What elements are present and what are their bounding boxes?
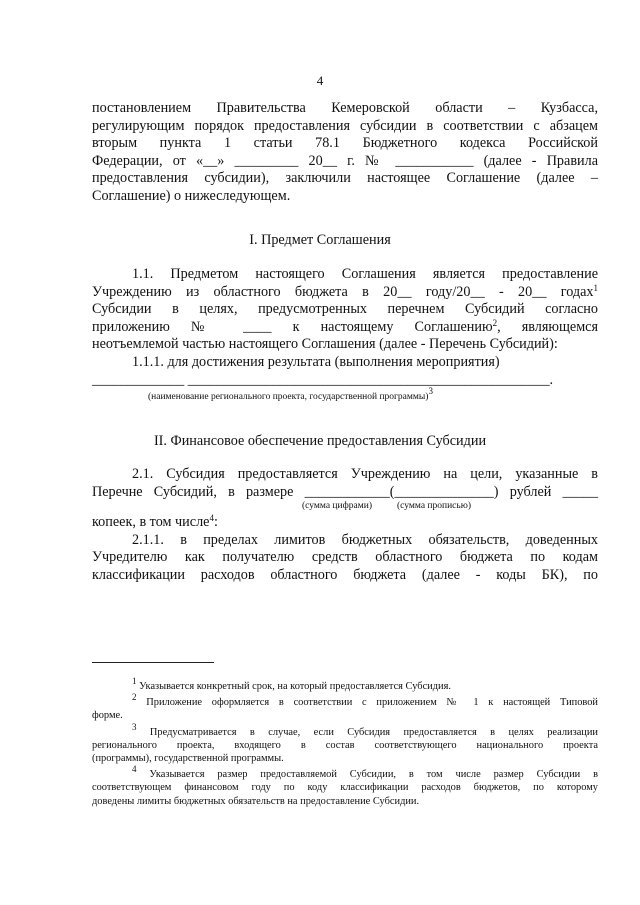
footnote-3-line: (программы), государственной программы. [92, 753, 284, 765]
intro-line: постановлением Правительства Кемеровской области – Кузбасса, [92, 100, 598, 116]
footnote-4-line: соответствующем финансовом году по коду классификации расходов бюджетов, по которому [92, 782, 598, 794]
s1-line: неотъемлемой частью настоящего Соглашения (далее - Перечень Субсидий): [92, 336, 558, 353]
footnote-4-line: доведены лимиты бюджетных обязательств на предоставление Субсидии. [92, 795, 420, 807]
project-caption: (наименование регионального проекта, государственной программы)$^3$ [148, 386, 433, 402]
s2-line: 2.1. Субсидия предоставляется Учреждению на цели, указанные в [132, 466, 598, 482]
s2-line: Перечне Субсидий, в размере ____________(______________) рублей _____ [92, 483, 598, 500]
intro-line: Федерации, от «__» _________ 20__ г. № ___________ (далее - Правила [92, 152, 598, 169]
intro-line: регулирующим порядок предоставления субсидии в соответствии с абзацем [92, 117, 598, 134]
footnotes [92, 676, 598, 808]
caption-digits: (сумма цифрами) [302, 501, 372, 511]
s1-line: Учреждению из областного бюджета в 20__ году/20__ - 20__ годах$^1$ [92, 282, 598, 300]
footnote-ref: 1 [593, 282, 598, 293]
s2-line: копеек, в том числе$^4$: [92, 513, 218, 530]
s1-line: приложению № ____ к настоящему Соглашению$^2$, являющемся [92, 317, 598, 335]
intro-line: предоставления субсидии), заключили настоящее Соглашение (далее – [92, 170, 598, 187]
s1-line: Субсидии в целях, предусмотренных перечнем Субсидий согласно [92, 301, 598, 318]
section-2-paragraph [92, 466, 598, 501]
section-1-title: I. Предмет Соглашения [249, 232, 391, 248]
s1-subitem: 1.1.1. для достижения результата (выполнения мероприятия) [132, 353, 500, 370]
s2-line: классификации расходов областного бюджета (далее - коды БК), по [92, 566, 598, 583]
intro-line: вторым пункта 1 статьи 78.1 Бюджетного кодекса Российской [92, 135, 598, 152]
footnote-ref: 4 [209, 513, 214, 523]
section-2-continued [92, 514, 598, 584]
s2-line: 2.1.1. в пределах лимитов бюджетных обязательств, доведенных [132, 531, 598, 548]
s2-line: Учредителю как получателю средств областного бюджета по кодам [92, 549, 598, 566]
footnote-3-line: регионального проекта, входящего в состав соответствующего национального проекта [92, 739, 598, 751]
s1-line: 1.1. Предметом настоящего Соглашения является предоставление [132, 266, 598, 282]
footnote-2-line: форме. [92, 710, 123, 722]
footnote-ref: 2 [492, 317, 498, 328]
footnote-4: $^4$ Указывается размер предоставляемой Субсидии, в том числе размер Субсидии в [132, 764, 598, 781]
section-1-paragraph [92, 266, 598, 389]
intro-paragraph [92, 100, 598, 206]
s1-blank-line: _____________ ___________________________________________________. [92, 371, 554, 388]
footnote-3: $^3$ Предусматривается в случае, если Субсидия предоставляется в целях реализации [132, 721, 598, 738]
intro-line: Соглашение) о нижеследующем. [92, 187, 291, 204]
section-2-title: II. Финансовое обеспечение предоставления Субсидии [153, 433, 487, 449]
page-number: 4 [316, 73, 324, 88]
footnote-2: $^2$ Приложение оформляется в соответствии с приложением № 1 к настоящей Типовой [132, 692, 598, 709]
caption-words: (сумма прописью) [397, 501, 471, 511]
footnote-1: $^1$ Указывается конкретный срок, на который предоставляется Субсидия. [132, 676, 451, 692]
footnote-separator [92, 662, 214, 663]
